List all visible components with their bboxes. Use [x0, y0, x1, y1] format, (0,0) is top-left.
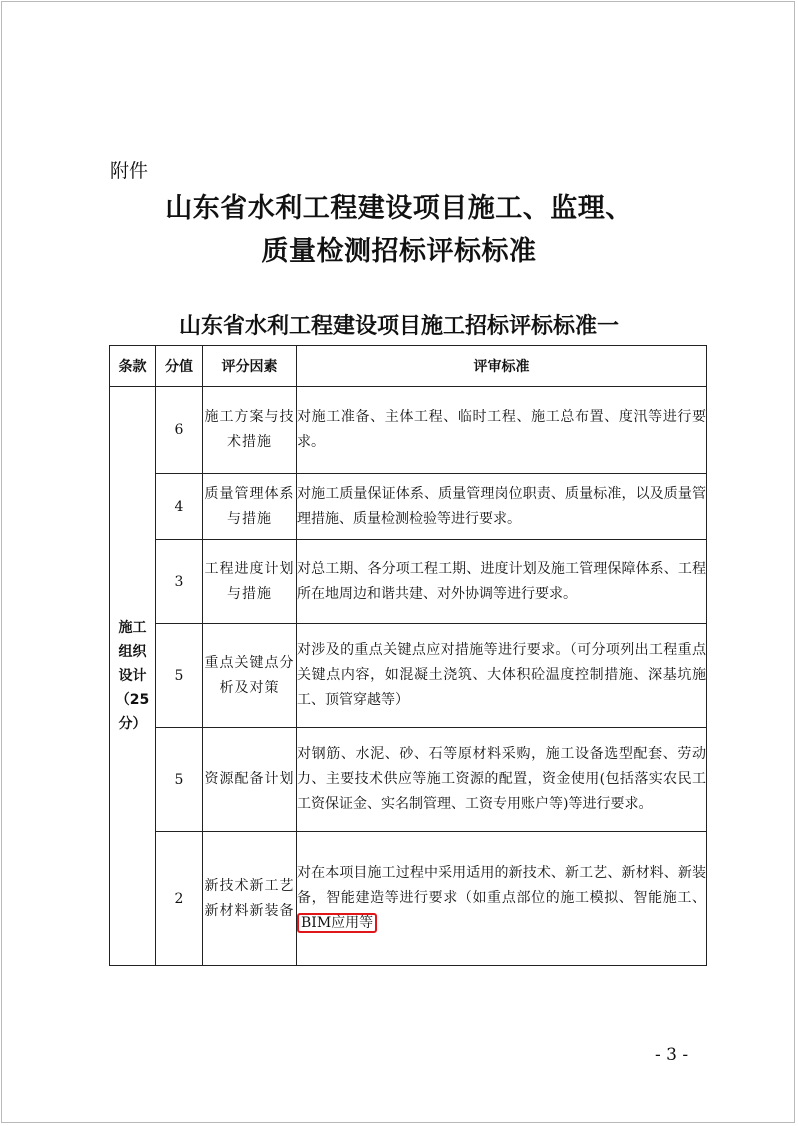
page-number: - 3 - — [655, 1045, 689, 1065]
score-cell: 2 — [156, 832, 203, 966]
table-row — [110, 728, 707, 832]
table-title: 山东省水利工程建设项目施工招标评标标准一 — [178, 314, 619, 339]
item-line: （25 — [115, 692, 150, 708]
factor-cell: 新技术新工艺新材料新装备 — [203, 832, 297, 966]
standard-cell: 对施工质量保证体系、质量管理岗位职责、质量标准，以及质量管理措施、质量检测检验等进行要求。 — [297, 474, 707, 540]
factor-cell: 质量管理体系与措施 — [203, 474, 297, 540]
standard-cell: 对涉及的重点关键点应对措施等进行要求。（可分项列出工程重点关键点内容，如混凝土浇筑、大体积砼温度控制措施、深基坑施工、顶管穿越等） — [297, 624, 707, 728]
factor-cell: 工程进度计划与措施 — [203, 540, 297, 624]
item-cell — [110, 387, 156, 966]
bim-highlight-box: BIM应用等 — [297, 913, 377, 933]
table-row — [110, 387, 707, 474]
score-cell: 5 — [156, 728, 203, 832]
standard-cell: 对总工期、各分项工程工期、进度计划及施工管理保障体系、工程所在地周边和谐共建、对外协调等进行要求。 — [297, 540, 707, 624]
item-line: 设计 — [118, 668, 147, 684]
main-title-line-2: 质量检测招标评标标准 — [261, 236, 537, 267]
main-title-line-1: 山东省水利工程建设项目施工、监理、 — [165, 193, 633, 224]
item-line: 组织 — [118, 644, 147, 660]
standard-cell: 对钢筋、水泥、砂、石等原材料采购，施工设备选型配套、劳动力、主要技术供应等施工资源的配置，资金使用(包括落实农民工工资保证金、实名制管理、工资专用账户等)等进行要求。 — [297, 728, 707, 832]
header-standard: 评审标准 — [297, 346, 707, 387]
score-cell: 4 — [156, 474, 203, 540]
item-line: 分） — [118, 716, 147, 732]
header-factor: 评分因素 — [203, 346, 297, 387]
score-cell: 5 — [156, 624, 203, 728]
item-line: 施工 — [118, 620, 147, 636]
table-row — [110, 832, 707, 966]
table-header-row — [110, 346, 707, 387]
header-score: 分值 — [156, 346, 203, 387]
table-row — [110, 624, 707, 728]
evaluation-criteria-table — [109, 345, 707, 966]
factor-cell: 资源配备计划 — [203, 728, 297, 832]
table-row — [110, 540, 707, 624]
standard-text: 对在本项目施工过程中采用适用的新技术、新工艺、新材料、新装备，智能建造等进行要求（如重点部位的施工模拟、智能施工、 — [297, 865, 706, 906]
table-row — [110, 474, 707, 540]
header-item: 条款 — [110, 346, 156, 387]
score-cell: 3 — [156, 540, 203, 624]
standard-cell: 对施工准备、主体工程、临时工程、施工总布置、度汛等进行要求。 — [297, 387, 707, 474]
factor-cell: 施工方案与技术措施 — [203, 387, 297, 474]
standard-cell — [297, 832, 707, 966]
attachment-label: 附件 — [110, 160, 149, 182]
factor-cell: 重点关键点分析及对策 — [203, 624, 297, 728]
score-cell: 6 — [156, 387, 203, 474]
